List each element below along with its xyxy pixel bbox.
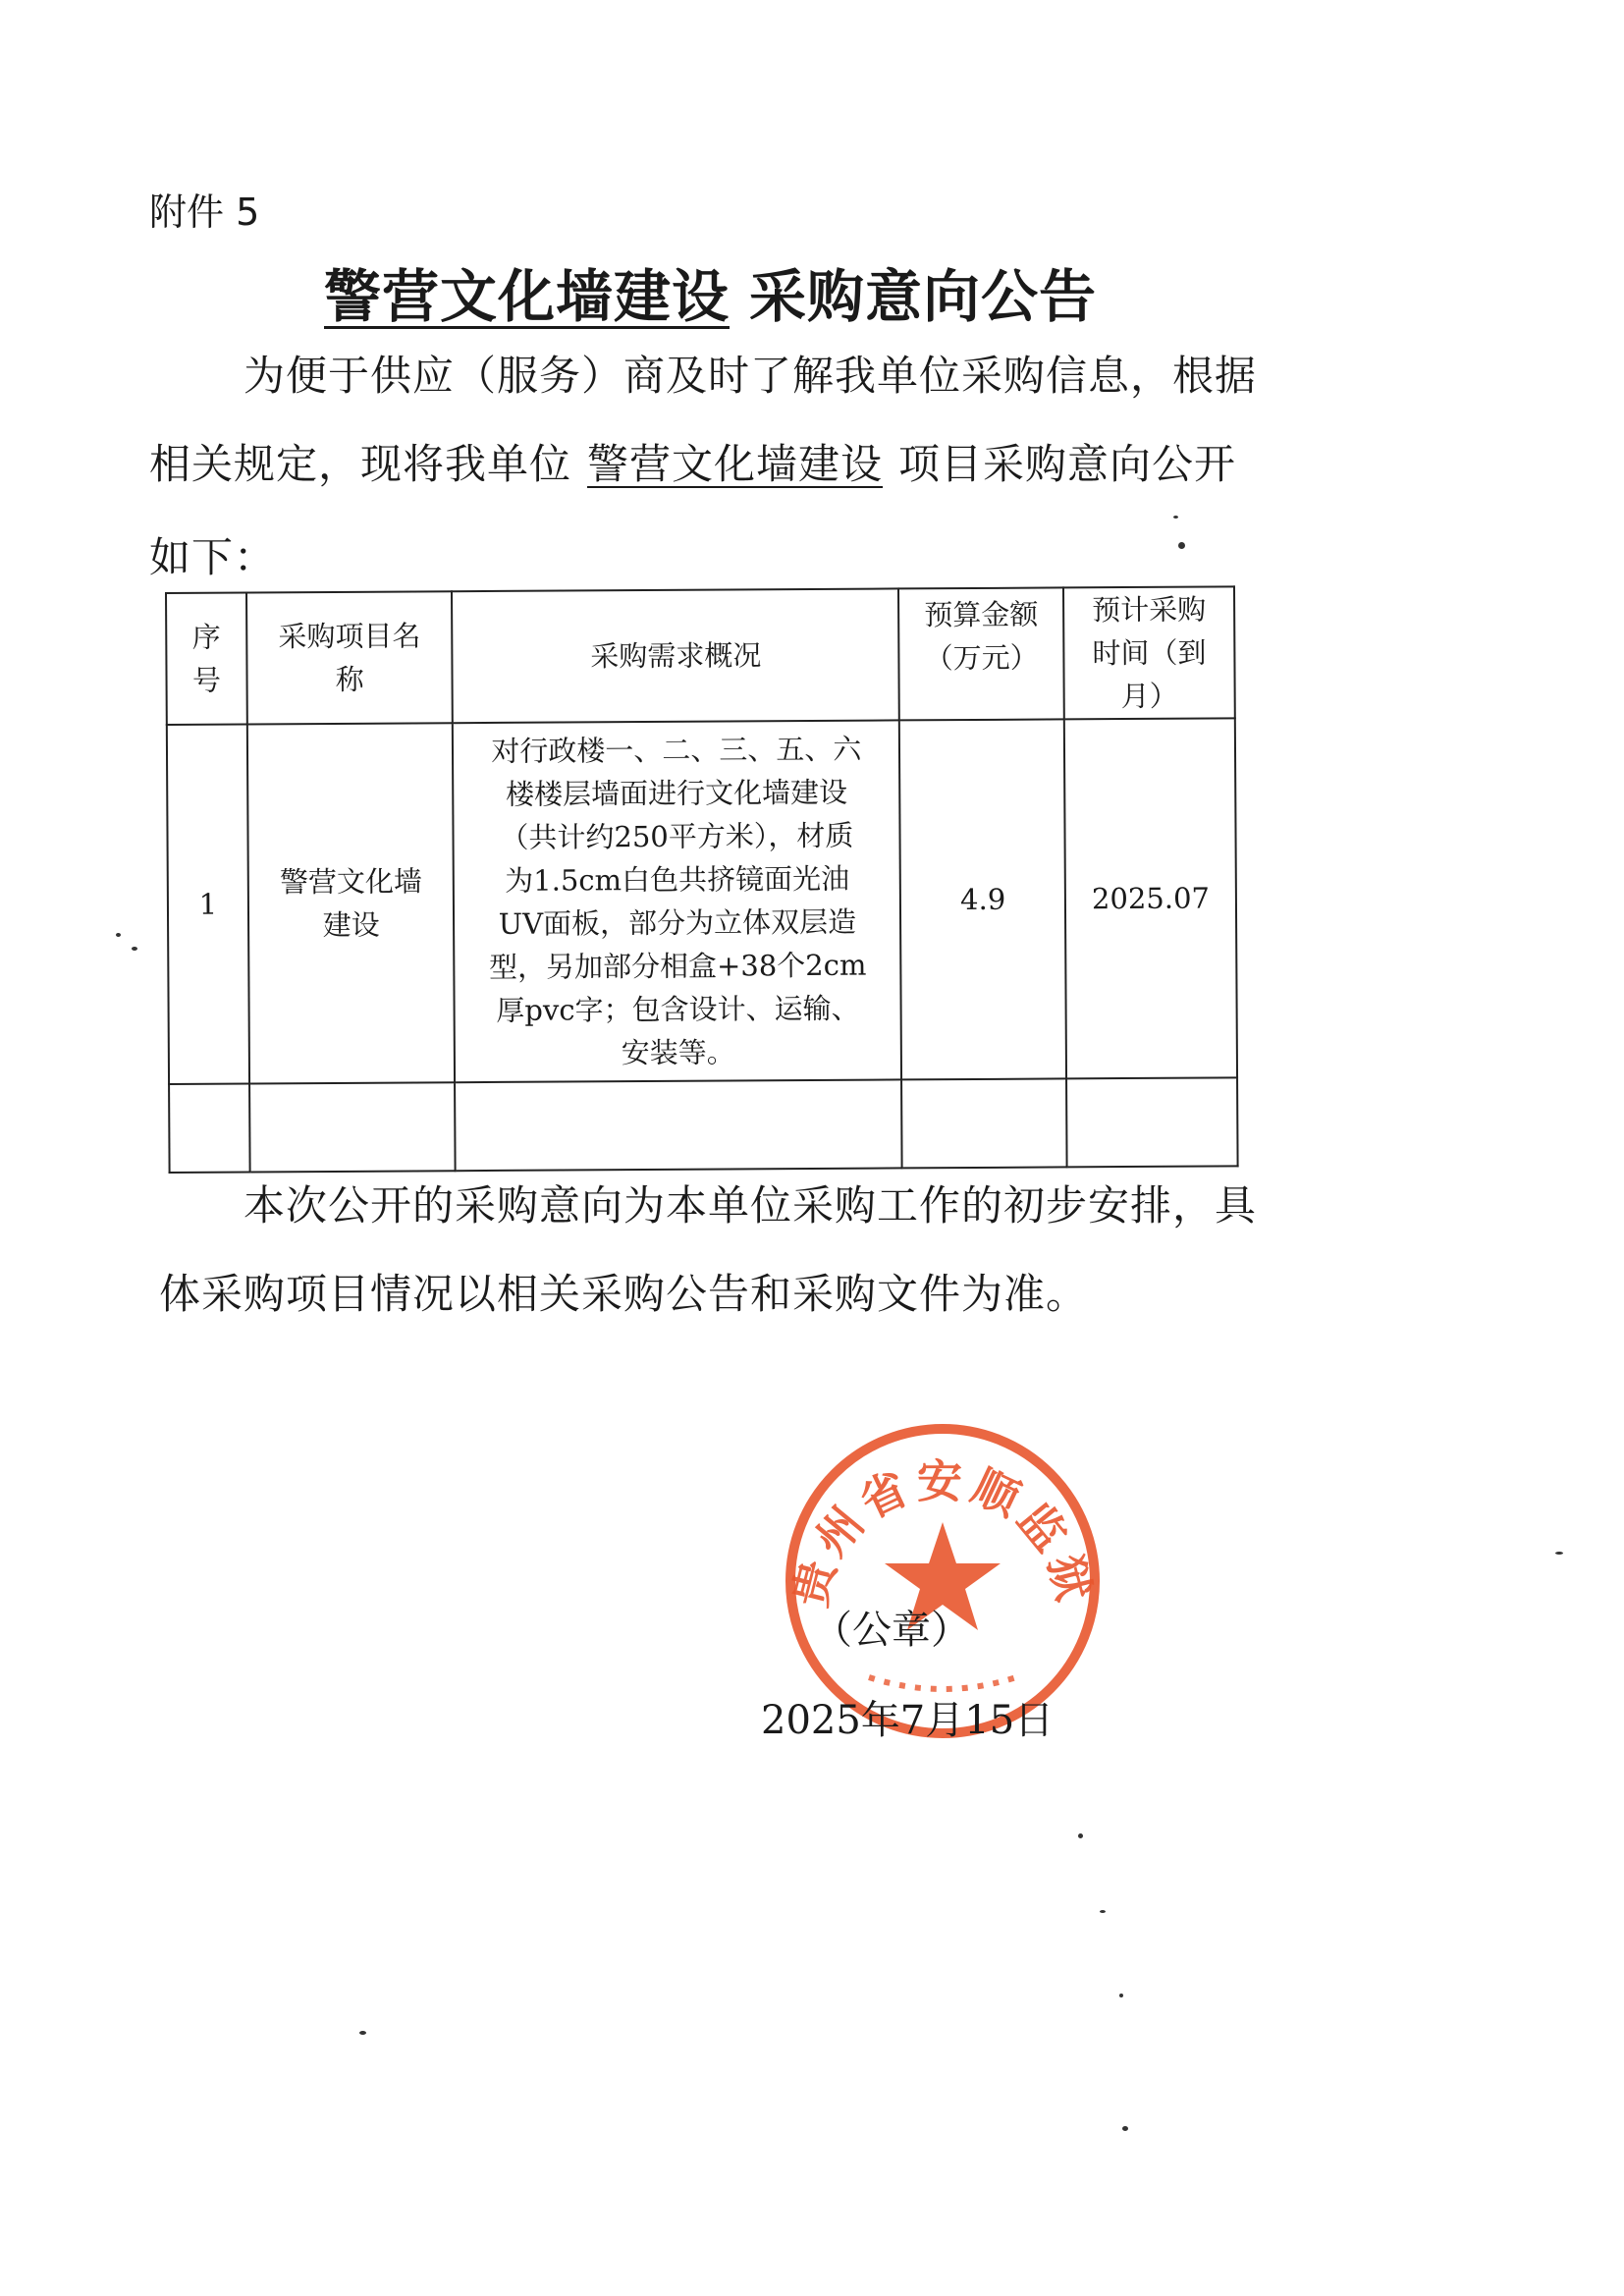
intro-line-2-before: 相关规定，现将我单位: [149, 440, 572, 488]
header-index-line: 号: [191, 663, 222, 697]
header-project-name: [246, 591, 453, 724]
scan-speck: [1122, 2126, 1128, 2131]
header-index: [166, 592, 247, 724]
desc-line: UV面板，部分为立体双层造: [498, 904, 857, 941]
desc-line: 安装等。: [621, 1035, 735, 1070]
scan-speck: [1173, 516, 1178, 519]
cell-empty: [1066, 1077, 1237, 1167]
header-time-line: 时间（到: [1092, 635, 1207, 671]
cell-index: 1: [167, 724, 249, 1083]
seal-stamp-text: 贵州省安顺监狱: [783, 1454, 1103, 1613]
table-row-empty: [169, 1077, 1238, 1173]
closing-line-1: 本次公开的采购意向为本单位采购工作的初步安排，具: [244, 1181, 1258, 1230]
seal-label: （公章）: [813, 1608, 970, 1653]
header-project-name-line: 采购项目名: [278, 619, 421, 654]
cell-empty: [249, 1082, 456, 1172]
document-title: [295, 250, 1097, 333]
header-budget-line: （万元）: [924, 640, 1039, 676]
intro-line-2-after: 项目采购意向公开: [898, 440, 1237, 488]
header-index-line: 序: [191, 620, 221, 654]
header-budget: [898, 587, 1064, 720]
desc-line: 为1.5cm白色共挤镜面光油: [505, 861, 850, 898]
cell-budget: 4.9: [899, 719, 1066, 1079]
attachment-label: 附件 5: [149, 191, 260, 234]
title-suffix: 采购意向公告: [749, 263, 1098, 330]
table-header-row: [166, 586, 1235, 725]
cell-empty: [169, 1083, 249, 1172]
desc-line: 对行政楼一、二、三、五、六: [491, 732, 862, 768]
scan-speck: [116, 933, 121, 937]
closing-line-2: 体采购项目情况以相关采购公告和采购文件为准。: [159, 1270, 1089, 1318]
cell-empty: [901, 1078, 1066, 1168]
table-row: [167, 718, 1237, 1084]
header-project-name-line: 称: [335, 662, 364, 696]
scan-speck: [1555, 1552, 1563, 1555]
header-purchase-time: [1063, 586, 1235, 719]
scan-speck: [1178, 542, 1185, 549]
scan-speck: [1119, 1994, 1123, 1997]
desc-line: 型，另加部分相盒+38个2cm: [488, 948, 867, 984]
scan-speck: [359, 2031, 366, 2035]
desc-line: 楼楼层墙面进行文化墙建设: [506, 775, 848, 811]
desc-line: 厚pvc字；包含设计、运输、: [496, 991, 860, 1027]
cell-empty: [455, 1079, 902, 1171]
scan-speck: [1100, 1910, 1106, 1913]
cell-project-name-line: 建设: [322, 907, 380, 943]
header-budget-line: 预算金额: [924, 597, 1039, 632]
document-date: 2025年7月15日: [761, 1698, 1055, 1743]
cell-project-name-line: 警营文化墙: [279, 864, 423, 900]
intro-project-name: 警营文化墙建设: [587, 440, 884, 488]
desc-line: （共计约250平方米），材质: [500, 818, 854, 854]
intro-line-2: [149, 432, 1236, 491]
header-description: 采购需求概况: [452, 588, 899, 723]
header-time-line: 月）: [1120, 679, 1178, 714]
cell-description: [453, 720, 901, 1082]
scan-speck: [132, 947, 137, 951]
header-time-line: 预计采购: [1092, 592, 1207, 628]
intro-line-1: 为便于供应（服务）商及时了解我单位采购信息，根据: [244, 352, 1258, 400]
cell-project-name: [247, 723, 456, 1083]
cell-purchase-time: 2025.07: [1064, 718, 1237, 1078]
intro-line-3: 如下：: [149, 533, 277, 581]
scan-speck: [1078, 1833, 1083, 1838]
title-project-name: 警营文化墙建设: [324, 263, 731, 330]
procurement-table: [165, 585, 1239, 1174]
